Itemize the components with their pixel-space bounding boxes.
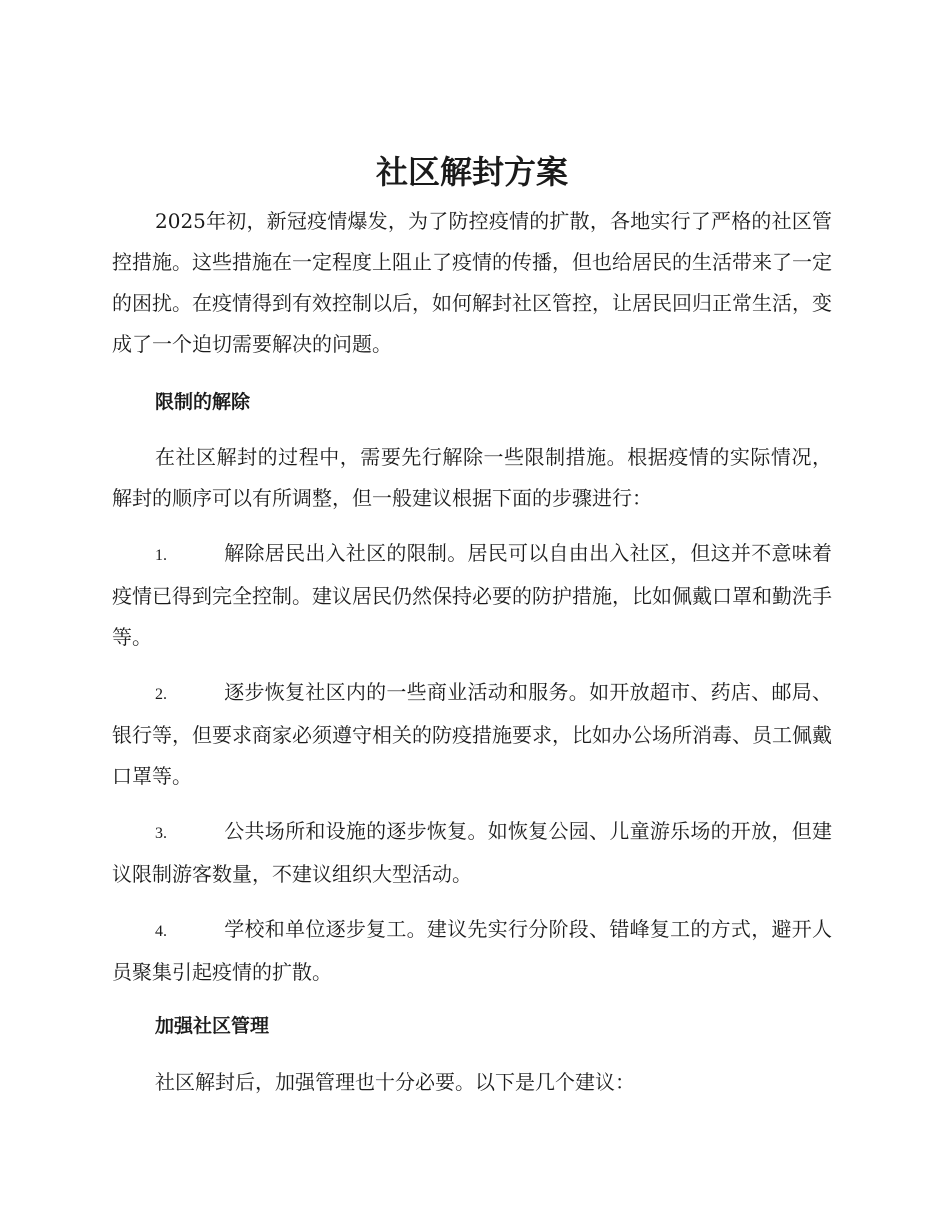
list-item bbox=[112, 533, 832, 658]
intro-paragraph: 2025年初，新冠疫情爆发，为了防控疫情的扩散，各地实行了严格的社区管控措施。这些措施在一定程度上阻止了疫情的传播，但也给居民的生活带来了一定的困扰。在疫情得到有效控制以后，如何解封社区管控，让居民回归正常生活，变成了一个迫切需要解决的问题。 bbox=[112, 209, 832, 356]
list-number: 2. bbox=[155, 686, 167, 703]
list-text: 公共场所和设施的逐步恢复。如恢复公园、儿童游乐场的开放，但建议限制游客数量，不建议组织大型活动。 bbox=[112, 819, 832, 886]
list-text: 逐步恢复社区内的一些商业活动和服务。如开放超市、药店、邮局、银行等，但要求商家必须遵守相关的防疫措施要求，比如办公场所消毒、员工佩戴口罩等。 bbox=[112, 680, 832, 788]
section-paragraph-management: 社区解封后，加强管理也十分必要。以下是几个建议： bbox=[155, 1070, 635, 1094]
list-number: 1. bbox=[155, 547, 167, 564]
list-number: 3. bbox=[155, 825, 167, 842]
list-text: 学校和单位逐步复工。建议先实行分阶段、错峰复工的方式，避开人员聚集引起疫情的扩散。 bbox=[112, 917, 832, 984]
list-item bbox=[112, 909, 832, 993]
list-item bbox=[112, 811, 832, 895]
list-text: 解除居民出入社区的限制。居民可以自由出入社区，但这并不意味着疫情已得到完全控制。建议居民仍然保持必要的防护措施，比如佩戴口罩和勤洗手等。 bbox=[112, 541, 832, 649]
section-heading-restrictions: 限制的解除 bbox=[155, 391, 251, 413]
list-item bbox=[112, 672, 832, 797]
document-title: 社区解封方案 bbox=[375, 153, 568, 191]
list-number: 4. bbox=[155, 923, 167, 940]
section-heading-management: 加强社区管理 bbox=[155, 1015, 270, 1037]
section-paragraph-restrictions: 在社区解封的过程中，需要先行解除一些限制措施。根据疫情的实际情况，解封的顺序可以有所调整，但一般建议根据下面的步骤进行： bbox=[112, 445, 832, 510]
